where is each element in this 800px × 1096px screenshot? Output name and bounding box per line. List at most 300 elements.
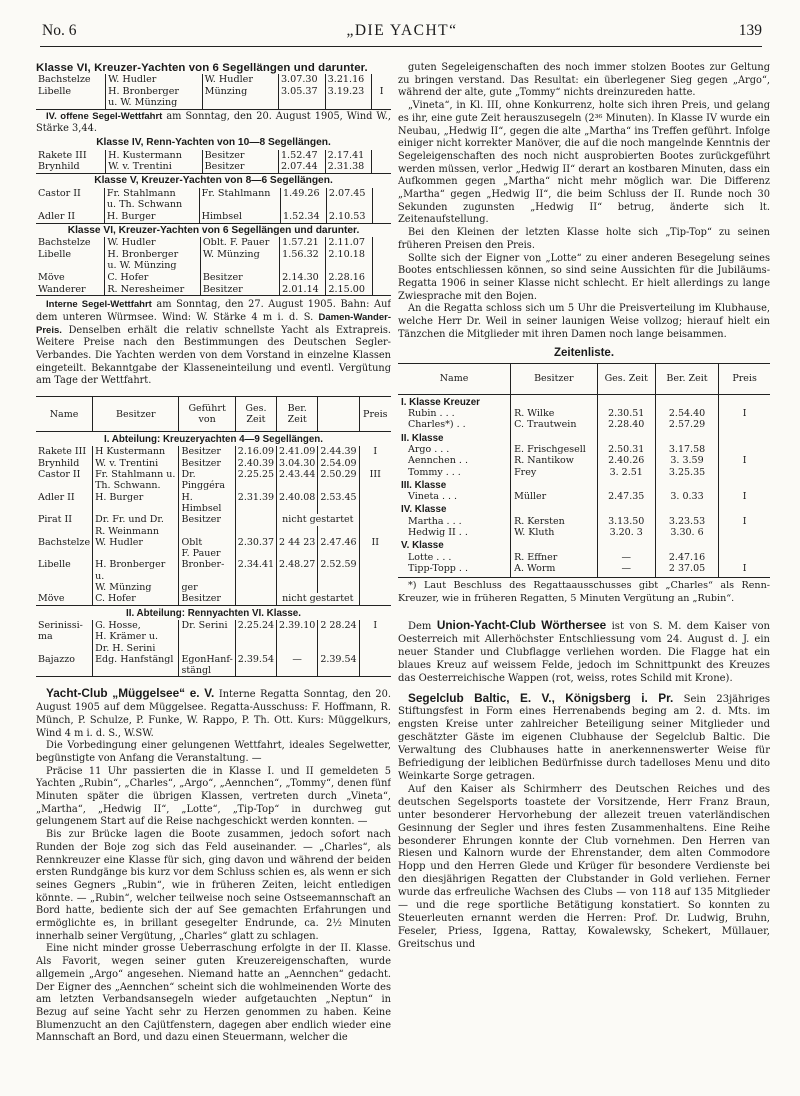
time-cell: — xyxy=(597,552,655,563)
table-cell xyxy=(235,665,276,677)
result-cell xyxy=(199,199,280,211)
time-cell: C. Trautwein xyxy=(511,419,597,430)
zt-col-name: Name xyxy=(398,364,511,394)
table-cell: Bajazzo xyxy=(38,653,75,665)
table-cell: II xyxy=(359,537,391,548)
table-cell: Besitzer xyxy=(179,593,235,605)
table-cell: 2.43.44 xyxy=(277,469,318,480)
intro-class-title: Klasse VI, Kreuzer-Yachten von 6 Segellängen und darunter. xyxy=(36,62,368,74)
table-cell xyxy=(179,526,235,537)
table-cell: Bronber- xyxy=(179,559,235,582)
journal-title: „DIE YACHT“ xyxy=(346,22,458,39)
intro-results-table xyxy=(36,74,391,110)
zt-col-corrected: Ber. Zeit xyxy=(655,364,718,394)
table-cell: 2.52.59 xyxy=(318,559,359,582)
table-cell: 2.44.39 xyxy=(318,446,359,457)
table-cell: 2.40.39 xyxy=(235,458,276,469)
table-cell: Castor II xyxy=(38,469,81,481)
table-row xyxy=(36,537,391,548)
table-cell: Fr. Stahlmann u. xyxy=(93,469,179,480)
result-cell xyxy=(281,199,327,211)
time-list-title: Zeitenliste. xyxy=(553,347,615,360)
paragraph: An die Regatta schloss sich um 5 Uhr die Preisverteilung im Klubhause, welche Herr Dr. Weil in seiner launigen Weise vollzog; hierauf hielt ein Tänzchen die Mitglieder mit ihren Damen noch lange beisammen. xyxy=(398,303,770,340)
result-cell: W. v. Trentini xyxy=(106,161,203,173)
time-cell: 3.20. 3 xyxy=(597,527,655,538)
mueggelsee-intro: Yacht-Club „Müggelsee“ e. V. Interne Regatta Sonntag, den 20. August 1905 auf dem Müggelsee. Regatta-Ausschuss: F. Hoffmann, R. Münch, P. Schulze, P. Funke, W. Rappo, P. Th. Ott. Kurs: Müggelkurs, Wind 4 m i. d. S., W.SW. xyxy=(36,686,391,739)
table-cell: 2.54.09 xyxy=(318,458,359,469)
result-cell: I xyxy=(372,86,391,98)
col-owner: Besitzer xyxy=(93,397,179,432)
time-cell: 2.50.31 xyxy=(597,444,655,455)
table-cell: Besitzer xyxy=(179,446,235,457)
result-cell: W. Hudler xyxy=(105,237,200,249)
time-cell: — xyxy=(597,563,655,578)
table-cell: C. Hofer xyxy=(93,593,179,605)
result-row xyxy=(36,199,391,211)
table-row xyxy=(36,631,391,642)
time-row xyxy=(398,491,770,502)
table-row xyxy=(36,548,391,559)
time-list-footnote: *) Laut Beschluss des Regattaausschusses gibt „Charles“ als Renn-Kreuzer, wie in früheren Regatten, 5 Minuten Vergütung an „Rubin“. xyxy=(398,580,770,604)
table-cell: Dr. Fr. und Dr. xyxy=(93,514,179,525)
table-cell: 2.25.24 xyxy=(235,620,276,631)
table-cell xyxy=(318,582,359,593)
time-cell: Müller xyxy=(511,491,597,502)
time-cell: 3.23.53 xyxy=(655,516,718,527)
time-cell: E. Frischgesell xyxy=(511,444,597,455)
result-cell: 2.17.41 xyxy=(325,150,372,162)
race-iv-intro: IV. offene Segel-Wettfahrt am Sonntag, den 20. August 1905, Wind W., Stärke 3,44. xyxy=(36,110,391,135)
time-cell: R. Effner xyxy=(511,552,597,563)
zt-col-total: Ges. Zeit xyxy=(597,364,655,394)
result-cell: Bachstelze xyxy=(38,237,91,249)
table-cell: H Kustermann xyxy=(93,446,179,457)
result-cell: 2.28.16 xyxy=(326,272,372,284)
table-cell xyxy=(318,665,359,677)
result-cell: Fr. Stahlmann xyxy=(199,188,280,200)
table-cell: W. v. Trentini xyxy=(93,458,179,469)
time-cell: 3.25.35 xyxy=(655,467,718,478)
result-cell: u. W. Münzing xyxy=(105,260,200,272)
table-cell: G. Hosse, xyxy=(93,620,179,631)
result-cell: Castor II xyxy=(38,187,81,199)
table-cell: W. Münzing xyxy=(93,582,179,593)
result-cell: Fr. Stahlmann xyxy=(104,188,199,200)
result-cell: W. Hudler xyxy=(106,74,203,86)
result-cell: 3.05.37 xyxy=(278,86,325,98)
table-cell xyxy=(277,643,318,654)
time-list-table xyxy=(398,363,770,578)
time-cell: Charles*) . . xyxy=(408,419,466,431)
table-row xyxy=(36,582,391,593)
result-cell: Oblt. F. Pauer xyxy=(200,237,279,249)
table-cell xyxy=(359,582,391,593)
internal-race-table xyxy=(36,396,391,677)
table-cell: I xyxy=(359,446,391,457)
table-cell: Brynhild xyxy=(38,457,80,469)
time-cell: 3. 3.59 xyxy=(655,455,718,466)
table-cell xyxy=(36,480,93,491)
time-cell: A. Worm xyxy=(511,563,597,578)
table-cell: III xyxy=(359,469,391,480)
time-cell: 3.13.50 xyxy=(597,516,655,527)
result-cell: Bachstelze xyxy=(38,74,91,85)
time-cell: I xyxy=(719,455,770,466)
time-cell: R. Kersten xyxy=(511,516,597,527)
union-yacht-club-notice: Dem Union-Yacht-Club Wörthersee ist von S. M. dem Kaiser von Oesterreich mit Allerhöchster Entschliessung vom 24. August d. J. ein neuer Stander und Clubflagge verliehen worden. Die Flagge hat ein blaues Kreuz auf weissem Felde, jedoch im Schnittpunkt des Kreuzes das Oesterreichische Wappen (rot, weiss, rotes Schild mit Krone). xyxy=(398,618,770,684)
table-cell: 2.48.27 xyxy=(277,559,318,582)
table-cell xyxy=(318,643,359,654)
division-header: I. Abteilung: Kreuzeryachten 4—9 Segellängen. xyxy=(36,432,391,447)
table-cell xyxy=(235,593,276,605)
time-cell: I xyxy=(719,516,770,527)
result-row xyxy=(36,260,391,272)
table-cell: Pinggéra xyxy=(179,480,235,491)
zt-col-owner: Besitzer xyxy=(511,364,597,394)
result-row xyxy=(36,188,391,200)
issue-number: No. 6 xyxy=(42,22,77,39)
table-cell: — xyxy=(277,654,318,665)
result-cell xyxy=(372,272,391,284)
table-cell xyxy=(277,582,318,593)
time-cell: 3. 0.33 xyxy=(655,491,718,502)
table-cell: H. Krämer u. xyxy=(93,631,179,642)
table-cell xyxy=(359,631,391,642)
result-row xyxy=(36,74,391,86)
table-cell xyxy=(359,514,391,525)
result-cell xyxy=(372,161,391,173)
class-label: I. Klasse Kreuzer xyxy=(401,396,480,408)
table-row xyxy=(36,643,391,654)
result-cell xyxy=(280,260,326,272)
result-cell xyxy=(202,97,278,109)
table-cell: F. Pauer xyxy=(179,548,235,559)
table-cell xyxy=(359,548,391,559)
result-row xyxy=(36,161,391,173)
time-cell: 2.28.40 xyxy=(597,419,655,430)
col-name: Name xyxy=(36,397,93,432)
table-cell: 2.53.45 xyxy=(318,492,359,515)
table-cell: stängl xyxy=(179,665,235,677)
table-cell: 2.34.41 xyxy=(235,559,276,582)
col-prize: Preis xyxy=(359,397,391,432)
result-cell: Rakete III xyxy=(38,149,87,161)
result-row xyxy=(36,237,391,249)
internal-race-intro: Interne Segel-Wettfahrt am Sonntag, den 27. August 1905. Bahn: Auf dem unteren Würmsee. Wind: W. Stärke 4 m i. d. S. Damen-Wander-Preis. Denselben erhält die relativ schnellste Yacht als Extrapreis. Weitere Preise nach den Bestimmungen des Deutschen Segler-Verbandes. Die Yachten werden von dem Vorstand in einzelne Klassen eingeteilt. Bekanntgabe der Klasseneinteilung und eventl. Vergütung am Tage der Wettfahrt. xyxy=(36,299,391,387)
time-cell xyxy=(719,419,770,430)
table-cell xyxy=(93,548,179,559)
time-cell: 2.40.26 xyxy=(597,455,655,466)
paragraph: Bei den Kleinen der letzten Klasse holte sich „Tip-Top“ zu seinen früheren Preisen den Preis. xyxy=(398,227,770,251)
result-cell xyxy=(200,260,279,272)
time-cell: Martha . . . xyxy=(408,515,462,527)
table-cell: W. Hudler xyxy=(93,537,179,548)
segelclub-baltic-paragraph: Auf den Kaiser als Schirmherr des Deutschen Reiches und des deutschen Segelsports toastete der Vorsitzende, Herr Franz Braun, unter besonderer Hervorhebung der allezeit treuen vaterländischen Gesinnung der Segler und ihres festen Zusammenhaltens. Eine Reihe besonderer Ehrungen konnte der Club vornehmen. Den Herren van Riesen und Kalnorn wurde der Ehrenstander, dem alten Commodore Hopp und den Herren Glede und Krüger für besondere Verdienste bei den diesjährigen Regatten der Clubstander in Gold verliehen. Ferner wurde das erfreuliche Wachsen des Clubs — von 118 auf 135 Mitglieder — und die rege sportliche Betätigung konstatiert. So konnten zu Steuerleuten ernannt werden die Herren: Prof. Dr. Ludwig, Bruhn, Feseler, Priess, Iggena, Rattay, Kowalewsky, Schekert, Müllauer, Greitschus und xyxy=(398,783,770,950)
paragraph: guten Segeleigenschaften des noch immer stolzen Bootes zur Geltung zu bringen verstand. Das Resultat: ein überlegener Sieg gegen „Argo“, während der alte, gute „Tommy“ nichts dreinzureden hatte. xyxy=(398,62,770,99)
table-cell: Edg. Hanfstängl xyxy=(93,654,179,665)
paragraph: Bis zur Brücke lagen die Boote zusammen, jedoch sofort nach Runden der Boje zog sich das Feld auseinander. — „Charles“, als Rennkreuzer eine Klasse für sich, ging davon und während der beiden ersten Rundgänge bis kurz vor dem Schluss schien es, als wenn er sich seines Gegners „Rubin“, wie in früheren Zeiten, leicht entledigen könnte. — „Rubin“, welcher teilweise noch seine Ostseemannschaft an Bord hatte, bediente sich der auf See gemachten Erfahrungen und ermöglichte es, in brillant gesegelter Endrunde, ca. 2½ Minuten innerhalb seiner Vergütung, „Charles“ glatt zu schlagen. xyxy=(36,829,391,942)
page-number: 139 xyxy=(738,22,762,39)
table-cell xyxy=(235,582,276,593)
table-cell: Adler II xyxy=(38,491,75,503)
time-cell: 2.57.29 xyxy=(655,419,718,430)
result-cell: 2.01.14 xyxy=(280,284,326,296)
table-cell: 2 28.24 xyxy=(318,620,359,631)
right-column xyxy=(398,62,770,952)
table-row xyxy=(36,514,391,525)
table-cell: 2.16.09 xyxy=(235,446,276,457)
table-cell: Bachstelze xyxy=(38,536,91,548)
time-cell: 2.54.40 xyxy=(655,408,718,419)
time-cell: Argo . . . xyxy=(408,443,450,455)
result-cell xyxy=(372,150,391,162)
table-cell: 2.40.08 xyxy=(277,492,318,515)
result-cell: 2.11.07 xyxy=(326,237,372,249)
time-cell: 3.30. 6 xyxy=(655,527,718,538)
time-cell: 2 37.05 xyxy=(655,563,718,578)
table-cell: 2.39.54 xyxy=(235,654,276,665)
table-cell: ma xyxy=(38,631,53,643)
mueggelsee-report xyxy=(36,740,391,1045)
time-cell xyxy=(719,527,770,538)
result-cell: Besitzer xyxy=(200,272,279,284)
result-cell: Libelle xyxy=(38,85,72,97)
col-helmsman: Geführt von xyxy=(179,397,235,432)
result-cell: 2.31.38 xyxy=(325,161,372,173)
result-cell: 1.57.21 xyxy=(280,237,326,249)
table-cell: Dr. xyxy=(179,469,235,480)
table-cell: Dr. H. Serini xyxy=(93,643,179,654)
table-cell: Rakete III xyxy=(38,446,87,458)
time-cell: 2.47.16 xyxy=(655,552,718,563)
paragraph: Eine nicht minder grosse Ueberraschung erfolgte in der II. Klasse. Als Favorit, wegen seiner guten Kreuzereigenschaften, wurde allgemein „Argo“ angesehen. Niemand hatte an „Aennchen“ gedacht. Der Eigner des „Aennchen“ scheint sich die wohlmeinenden Worte des am letzten Verbandsansegeln wieder aufgetauchten „Neptun“ in Bezug auf seine Yacht sehr zu Herzen genommen zu haben. Keine Blumenzucht an den Cajütfenstern, dagegen aber endlich wieder eine Mannschaft an Bord, und dazu einen Steuermann, welcher die xyxy=(36,943,391,1044)
table-cell xyxy=(359,593,391,605)
result-cell: 2.07.44 xyxy=(278,161,325,173)
time-row xyxy=(398,419,770,430)
table-cell: Dr. Serini xyxy=(179,620,235,631)
table-cell xyxy=(318,480,359,491)
table-cell: Oblt xyxy=(179,537,235,548)
result-cell: 3.07.30 xyxy=(278,74,325,86)
division-header: II. Abteilung: Rennyachten VI. Klasse. xyxy=(36,605,391,620)
result-cell xyxy=(372,260,391,272)
result-cell: 2.10.53 xyxy=(326,211,372,223)
table-cell xyxy=(36,643,93,654)
table-cell: Libelle xyxy=(38,559,71,571)
result-cell: 3.19.23 xyxy=(325,86,372,98)
result-row xyxy=(36,249,391,261)
time-cell: 2.47.35 xyxy=(597,491,655,502)
mueggelsee-report-continued xyxy=(398,62,770,341)
time-row xyxy=(398,444,770,455)
result-cell: Besitzer xyxy=(202,150,278,162)
table-row xyxy=(36,665,391,677)
table-row xyxy=(36,654,391,665)
class-label: II. Klasse xyxy=(401,432,444,444)
time-cell: Lotte . . . xyxy=(408,551,452,563)
table-row xyxy=(36,620,391,631)
result-cell xyxy=(372,237,391,249)
table-cell xyxy=(277,548,318,559)
left-column xyxy=(36,62,391,1045)
result-cell: H. Kustermann xyxy=(106,150,203,162)
class-label: III. Klasse xyxy=(401,479,447,491)
table-cell xyxy=(235,643,276,654)
table-cell: 2.30.37 xyxy=(235,537,276,548)
result-cell xyxy=(372,74,391,86)
table-cell: ger xyxy=(179,582,235,593)
paragraph: Präcise 11 Uhr passierten die in Klasse I. und II gemeldeten 5 Yachten „Rubin“, „Charles“, „Argo“, „Aennchen“, „Tommy“, denen fünf Minuten später die übrigen Klassen, vertreten durch „Vineta“, „Martha“, „Hedwig II“, „Lotte“, „Tip-Top“ in durchweg gut gelungenem Start auf die Reise nachgeschickt werden konnten. — xyxy=(36,765,391,828)
time-cell: 2.30.51 xyxy=(597,408,655,419)
paragraph: „Vineta“, in Kl. III, ohne Konkurrenz, holte sich ihren Preis, und gelang es ihr, eine gute Zeit herauszusegeln (2³⁶ Minuten). In Klasse IV wurde ein Neubau, „Hedwig II“, gegen die alte „Martha“ ins Treffen geführt. Infolge einiger nicht korrekter Manöver, die auf die noch mangelnde Kenntnis der Segeleigenschaften des noch nicht ausprobierten Bootes zurückgeführt werden müssen, verlor „Hedwig II“ derart an kostbaren Minuten, dass ein Aufkommen gegen „Martha“ nicht mehr möglich war. Die Differenz „Martha“ gegen „Hedwig II“, die beim Schluss der II. Runde noch 30 Sekunden zugunsten „Hedwig II“ betrug, änderte sich lt. Zeitenaufstellung. xyxy=(398,100,770,226)
table-cell: Besitzer xyxy=(179,514,235,525)
result-row xyxy=(36,211,391,223)
table-row xyxy=(36,559,391,582)
table-row xyxy=(36,458,391,469)
result-cell: Wanderer xyxy=(36,284,105,296)
result-cell xyxy=(372,188,391,200)
result-cell: Besitzer xyxy=(202,161,278,173)
class-iv-title: Klasse IV, Renn-Yachten von 10—8 Segellängen. xyxy=(96,137,331,149)
time-row xyxy=(398,455,770,466)
result-row xyxy=(36,284,391,296)
table-cell xyxy=(277,631,318,642)
result-cell xyxy=(325,97,372,109)
result-cell: 1.56.32 xyxy=(280,249,326,261)
table-cell xyxy=(277,526,318,537)
time-cell: Tipp-Topp . . xyxy=(398,563,511,578)
table-cell: 2 44 23 xyxy=(277,537,318,548)
result-cell: W. Münzing xyxy=(200,249,279,261)
time-row xyxy=(398,527,770,538)
time-row xyxy=(398,408,770,419)
result-cell: R. Neresheimer xyxy=(105,284,200,296)
result-cell: 2.10.18 xyxy=(326,249,372,261)
table-cell: nicht gestartet xyxy=(277,514,360,525)
table-cell: 2.39.10 xyxy=(277,620,318,631)
table-cell: Möve xyxy=(38,593,65,605)
paragraph: Sollte sich der Eigner von „Lotte“ zu einer anderen Besegelung seines Bootes entschliessen können, so sind seine Aussichten für die Jubiläums-Regatta 1906 in seiner Klasse nicht schlecht. Er hielt allerdings zu lange Zwiesprache mit den Bojen. xyxy=(398,252,770,302)
result-cell: Adler II xyxy=(36,211,104,223)
table-cell xyxy=(359,526,391,537)
table-cell xyxy=(36,582,93,593)
table-cell xyxy=(277,480,318,491)
table-cell xyxy=(235,480,276,491)
table-cell: Serinissi- xyxy=(38,619,83,631)
table-cell: 2.25.25 xyxy=(235,469,276,480)
result-cell xyxy=(372,284,391,296)
table-cell xyxy=(93,665,179,677)
class-iv-table xyxy=(36,150,391,174)
result-row xyxy=(36,272,391,284)
time-cell: I xyxy=(719,563,770,578)
table-cell xyxy=(318,526,359,537)
result-cell: W. Hudler xyxy=(202,74,278,86)
table-row xyxy=(36,526,391,537)
result-cell xyxy=(372,199,391,211)
table-row xyxy=(36,593,391,605)
result-cell xyxy=(326,199,372,211)
table-cell xyxy=(179,643,235,654)
time-cell: Rubin . . . xyxy=(408,408,455,420)
table-cell: 2.47.46 xyxy=(318,537,359,548)
table-row xyxy=(36,492,391,515)
page-header xyxy=(42,22,762,44)
table-cell: 2.50.29 xyxy=(318,469,359,480)
result-cell: 1.52.47 xyxy=(278,150,325,162)
result-cell xyxy=(372,97,391,109)
class-label: IV. Klasse xyxy=(401,504,447,516)
table-cell xyxy=(235,514,276,525)
result-cell: 1.52.34 xyxy=(281,211,327,223)
col-corrected-time: Ber. Zeit xyxy=(277,397,318,432)
class-label: V. Klasse xyxy=(401,540,444,552)
result-row xyxy=(36,150,391,162)
time-cell: I xyxy=(719,491,770,502)
table-cell: nicht gestartet xyxy=(277,593,360,605)
table-cell: Besitzer xyxy=(179,458,235,469)
time-cell: W. Kluth xyxy=(511,527,597,538)
result-cell: H. Bronberger xyxy=(105,249,200,261)
result-cell: 2.15.00 xyxy=(326,284,372,296)
result-cell: Münzing xyxy=(202,86,278,98)
time-cell: I xyxy=(719,408,770,419)
result-cell: C. Hofer xyxy=(105,272,200,284)
table-cell: I xyxy=(359,620,391,631)
result-cell: Möve xyxy=(38,272,65,284)
result-cell: Brynhild xyxy=(36,161,106,173)
table-cell xyxy=(359,559,391,582)
header-rule xyxy=(40,46,762,47)
result-cell: H. Bronberger xyxy=(106,86,203,98)
result-cell: 3.21.16 xyxy=(325,74,372,86)
result-cell: u. Th. Schwann xyxy=(104,199,199,211)
time-cell: Hedwig II . . xyxy=(408,527,468,539)
time-cell: 3.17.58 xyxy=(655,444,718,455)
table-cell xyxy=(318,548,359,559)
time-cell xyxy=(719,552,770,563)
table-cell xyxy=(359,643,391,654)
table-cell xyxy=(235,631,276,642)
table-cell: H. Bronberger u. xyxy=(93,559,179,582)
table-cell xyxy=(235,526,276,537)
time-cell: Tommy . . . xyxy=(408,466,461,478)
result-cell xyxy=(36,260,105,272)
table-row xyxy=(36,446,391,457)
result-cell xyxy=(326,260,372,272)
class-vi-title: Klasse VI, Kreuzer-Yachten von 6 Segellängen und darunter. xyxy=(67,224,360,236)
time-cell: Aennchen . . xyxy=(408,455,468,467)
table-cell: Pirat II xyxy=(38,514,72,526)
table-cell xyxy=(179,631,235,642)
result-row xyxy=(36,97,391,109)
table-cell: H. Burger xyxy=(93,492,179,515)
result-cell: 2.07.45 xyxy=(326,188,372,200)
table-row xyxy=(36,469,391,480)
table-cell: R. Weinmann xyxy=(93,526,179,537)
time-row xyxy=(398,516,770,527)
table-cell xyxy=(359,458,391,469)
table-cell: H. Himbsel xyxy=(179,492,235,515)
time-cell: Frey xyxy=(511,467,597,478)
result-cell xyxy=(36,199,104,211)
table-cell: 2.41.09 xyxy=(277,446,318,457)
table-cell: 2.31.39 xyxy=(235,492,276,515)
zt-col-prize: Preis xyxy=(719,364,770,394)
table-cell xyxy=(36,526,93,537)
table-cell xyxy=(359,665,391,677)
time-row xyxy=(398,563,770,578)
